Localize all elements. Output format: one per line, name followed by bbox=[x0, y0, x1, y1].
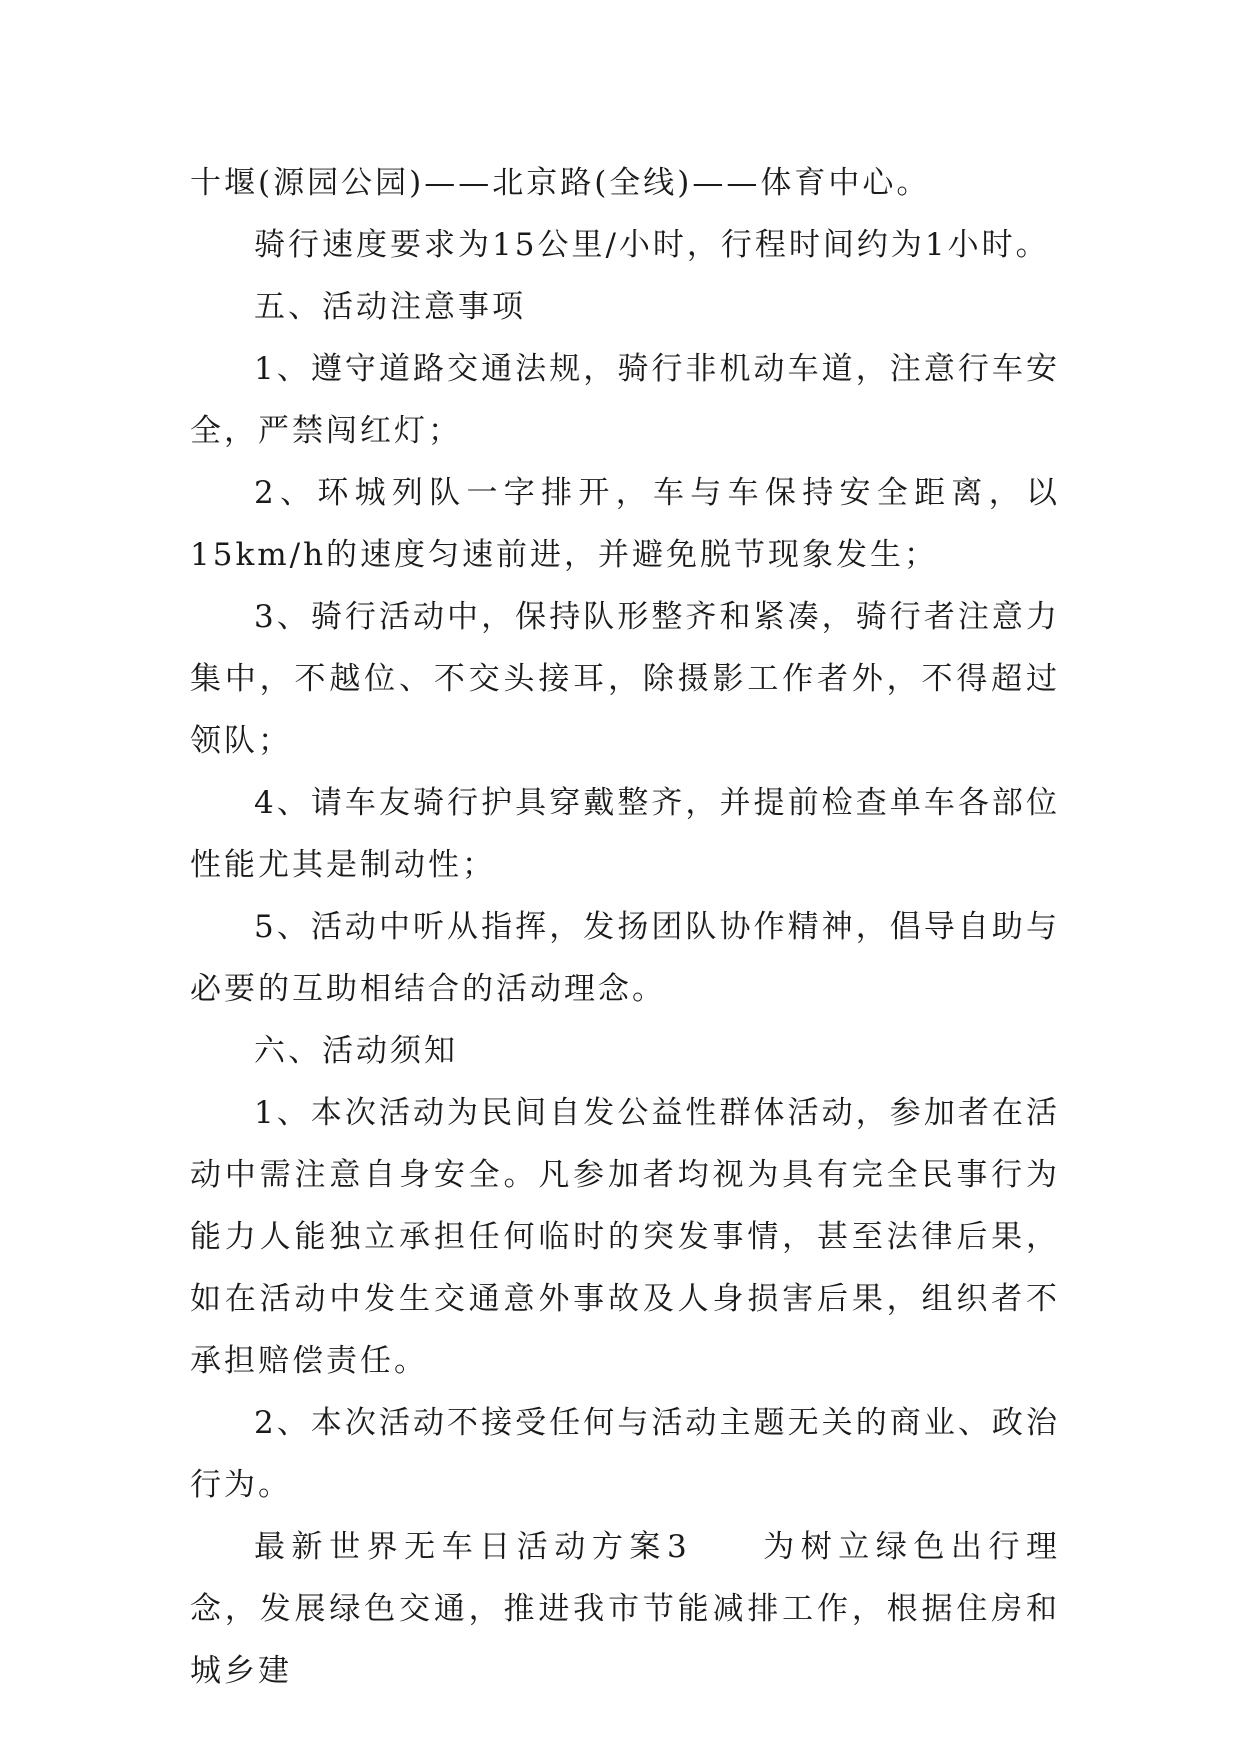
plan-3-text: 为树立绿色出行理念，发展绿色交通，推进我市节能减排工作，根据住房和城乡建 bbox=[190, 1529, 1060, 1689]
paragraph-note-2: 2、环城列队一字排开，车与车保持安全距离，以15km/h的速度匀速前进，并避免脱节现象发生； bbox=[190, 475, 1060, 573]
plan-3-heading: 最新世界无车日活动方案3 bbox=[254, 1529, 690, 1565]
paragraph-speed: 骑行速度要求为15公里/小时，行程时间约为1小时。 bbox=[254, 227, 1050, 263]
paragraph-rule-2: 2、本次活动不接受任何与活动主题无关的商业、政治行为。 bbox=[190, 1405, 1060, 1503]
paragraph-note-4: 4、请车友骑行护具穿戴整齐，并提前检查单车各部位性能尤其是制动性； bbox=[190, 785, 1060, 883]
paragraph-rule-1: 1、本次活动为民间自发公益性群体活动，参加者在活动中需注意自身安全。凡参加者均视为具有完全民事行为能力人能独立承担任何临时的突发事情，甚至法律后果，如在活动中发生交通意外事故及人身损害后果，组织者不承担赔偿责任。 bbox=[190, 1095, 1060, 1379]
paragraph-note-3: 3、骑行活动中，保持队形整齐和紧凑，骑行者注意力集中，不越位、不交头接耳，除摄影工作者外，不得超过领队； bbox=[190, 599, 1060, 759]
paragraph-note-1: 1、遵守道路交通法规，骑行非机动车道，注意行车安全，严禁闯红灯； bbox=[190, 351, 1060, 449]
paragraph-plan-3 bbox=[190, 1516, 1060, 1702]
paragraph-route: 十堰(源园公园)——北京路(全线)——体育中心。 bbox=[190, 165, 931, 201]
document-body bbox=[190, 152, 1060, 1702]
paragraph-note-5: 5、活动中听从指挥，发扬团队协作精神，倡导自助与必要的互助相结合的活动理念。 bbox=[190, 909, 1060, 1007]
section-heading-rules: 六、活动须知 bbox=[254, 1033, 458, 1069]
section-heading-notes: 五、活动注意事项 bbox=[254, 289, 526, 325]
